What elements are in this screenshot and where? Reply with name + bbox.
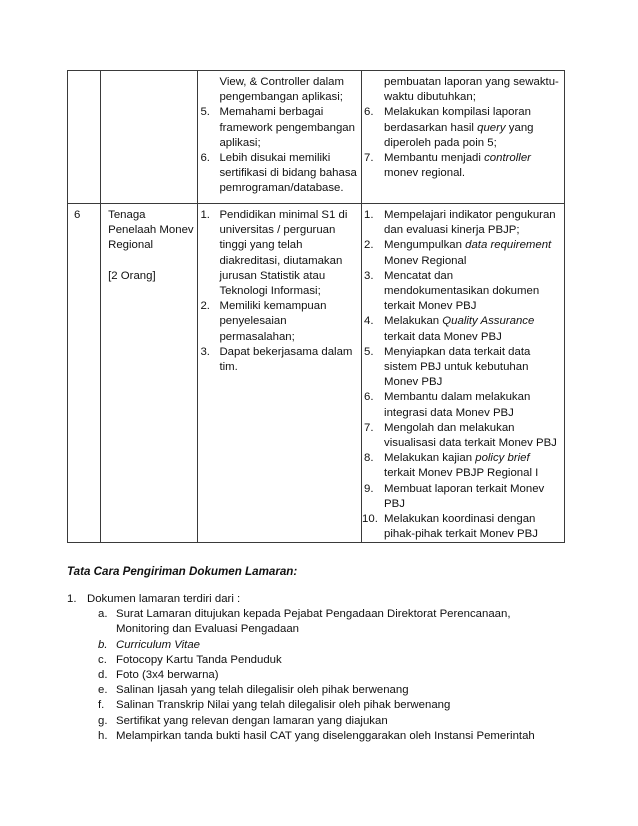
item-letter: c. bbox=[98, 653, 107, 666]
item-text: Melakukan kajian policy brief terkait Monev PBJP Regional I bbox=[384, 452, 539, 480]
item-number: 1. bbox=[200, 209, 210, 221]
table-row bbox=[68, 204, 565, 543]
requirements-cell bbox=[198, 204, 362, 543]
item-number: 1. bbox=[364, 209, 374, 221]
item-text: Memiliki kemampuan penyelesaian permasalahan; bbox=[219, 300, 327, 343]
item-number: 6. bbox=[364, 106, 374, 119]
item-letter: d. bbox=[98, 669, 108, 682]
table-row bbox=[68, 71, 565, 204]
item-letter: e. bbox=[98, 684, 108, 697]
item-number: 3. bbox=[200, 345, 210, 358]
item-letter: h. bbox=[98, 729, 108, 742]
list-item bbox=[362, 390, 564, 420]
item-text: Lebih disukai memiliki sertifikasi di bidang bahasa pemrograman/database. bbox=[219, 152, 357, 195]
item-number: 2. bbox=[364, 239, 374, 252]
list-item bbox=[67, 729, 567, 744]
list-item bbox=[362, 421, 564, 451]
item-text: Membantu dalam melakukan integrasi data Monev PBJ bbox=[384, 391, 531, 419]
position-quota: [2 Orang] bbox=[108, 269, 156, 282]
item-text: Melampirkan tanda bukti hasil CAT yang diselenggarakan oleh Instansi Pemerintah bbox=[116, 729, 535, 742]
row-number: 6 bbox=[74, 209, 81, 221]
list-item bbox=[362, 482, 564, 512]
item-letter: g. bbox=[98, 714, 108, 727]
item-letter: f. bbox=[98, 699, 105, 712]
list-item bbox=[362, 105, 564, 151]
list-item bbox=[198, 345, 361, 375]
item-text: Mengolah dan melakukan visualisasi data terkait Monev PBJ bbox=[384, 421, 557, 450]
tasks-list bbox=[362, 208, 564, 542]
item-text: Membuat laporan terkait Monev PBJ bbox=[384, 482, 545, 510]
list-item bbox=[67, 714, 567, 729]
tasks-cell bbox=[362, 71, 565, 204]
item-text: Fotocopy Kartu Tanda Penduduk bbox=[116, 653, 282, 666]
item-text: Mencatat dan mendokumentasikan dokumen terkait Monev PBJ bbox=[384, 269, 540, 313]
list-item bbox=[362, 512, 564, 542]
list-item bbox=[362, 345, 564, 391]
requirement-continuation: View, & Controller dalam pengembangan aplikasi; bbox=[219, 76, 344, 104]
number-cell bbox=[68, 204, 101, 543]
task-continuation: pembuatan laporan yang sewaktu-waktu dibutuhkan; bbox=[384, 76, 559, 104]
item-number: 8. bbox=[364, 452, 374, 465]
list-item bbox=[67, 638, 567, 653]
item-text: Memahami berbagai framework pengembangan aplikasi; bbox=[219, 106, 355, 149]
item-number: 6. bbox=[200, 152, 210, 165]
position-title: Penelaah Monev bbox=[108, 224, 194, 237]
item-number: 2. bbox=[200, 300, 210, 313]
item-text: Foto (3x4 berwarna) bbox=[116, 669, 219, 682]
item-text: Mengumpulkan data requirement Monev Regional bbox=[384, 239, 552, 267]
item-text: Salinan Transkrip Nilai yang telah dilegalisir oleh pihak berwenang bbox=[116, 699, 451, 712]
item-number: 6. bbox=[364, 391, 374, 404]
list-item bbox=[198, 299, 361, 345]
list-item bbox=[362, 269, 564, 315]
list-item bbox=[198, 151, 361, 197]
section-title: Tata Cara Pengiriman Dokumen Lamaran: bbox=[67, 565, 298, 578]
list-item bbox=[198, 208, 361, 299]
item-text: Dokumen lamaran terdiri dari : bbox=[87, 593, 241, 605]
item-number: 10. bbox=[362, 513, 378, 526]
item-text: Salinan Ijasah yang telah dilegalisir oleh pihak berwenang bbox=[116, 684, 409, 697]
number-cell bbox=[68, 71, 101, 204]
list-item bbox=[67, 668, 567, 683]
list-item bbox=[67, 607, 567, 637]
item-text: Surat Lamaran ditujukan kepada Pejabat Pengadaan Direktorat Perencanaan, bbox=[116, 608, 511, 621]
tasks-list bbox=[362, 105, 564, 181]
item-number: 5. bbox=[364, 345, 374, 358]
item-text: Menyiapkan data terkait data sistem PBJ untuk kebutuhan Monev PBJ bbox=[384, 345, 531, 389]
list-item bbox=[362, 238, 564, 268]
position-cell bbox=[101, 204, 198, 543]
item-text: Melakukan kompilasi laporan berdasarkan hasil query yang diperoleh pada poin 5; bbox=[384, 106, 534, 149]
item-number: 4. bbox=[364, 315, 374, 328]
requirements-list bbox=[198, 208, 361, 375]
item-number: 5. bbox=[200, 106, 210, 119]
item-text: Dapat bekerjasama dalam tim. bbox=[219, 345, 353, 374]
list-item bbox=[67, 698, 567, 713]
list-item bbox=[67, 592, 567, 607]
requirements-list bbox=[198, 105, 361, 196]
item-number: 9. bbox=[364, 482, 374, 495]
position-title: Regional bbox=[108, 239, 154, 252]
item-text: Melakukan Quality Assurance terkait data Monev PBJ bbox=[384, 315, 535, 343]
list-item bbox=[67, 653, 567, 668]
item-letter: a. bbox=[98, 608, 108, 621]
requirements-cell bbox=[198, 71, 362, 204]
item-letter: b. bbox=[98, 638, 108, 651]
list-item bbox=[198, 105, 361, 151]
position-cell bbox=[101, 71, 198, 204]
item-text: Monitoring dan Evaluasi Pengadaan bbox=[116, 623, 300, 636]
item-text: Mempelajari indikator pengukuran dan evaluasi kinerja PBJP; bbox=[384, 209, 556, 237]
list-item bbox=[362, 151, 564, 181]
list-item bbox=[362, 314, 564, 344]
item-number: 7. bbox=[364, 152, 374, 165]
position-title: Tenaga bbox=[108, 209, 146, 221]
list-item bbox=[67, 683, 567, 698]
documents-sublist bbox=[67, 607, 567, 744]
item-text: Membantu menjadi controller monev regional. bbox=[384, 152, 531, 180]
item-number: 7. bbox=[364, 421, 374, 434]
tasks-cell bbox=[362, 204, 565, 543]
item-text: Sertifikat yang relevan dengan lamaran yang diajukan bbox=[116, 714, 388, 727]
item-number: 1. bbox=[67, 593, 77, 605]
item-text: Melakukan koordinasi dengan pihak-pihak terkait Monev PBJ bbox=[384, 513, 538, 541]
item-text: Pendidikan minimal S1 di universitas / perguruan tinggi yang telah diakreditasi, diutamakan jurusan Statistik atau Teknologi Informasi; bbox=[219, 209, 348, 298]
item-text: Curriculum Vitae bbox=[116, 638, 200, 651]
list-item bbox=[362, 208, 564, 238]
item-number: 3. bbox=[364, 269, 374, 282]
requirements-table bbox=[67, 70, 565, 543]
list-item bbox=[362, 451, 564, 481]
documents-list bbox=[67, 592, 567, 744]
